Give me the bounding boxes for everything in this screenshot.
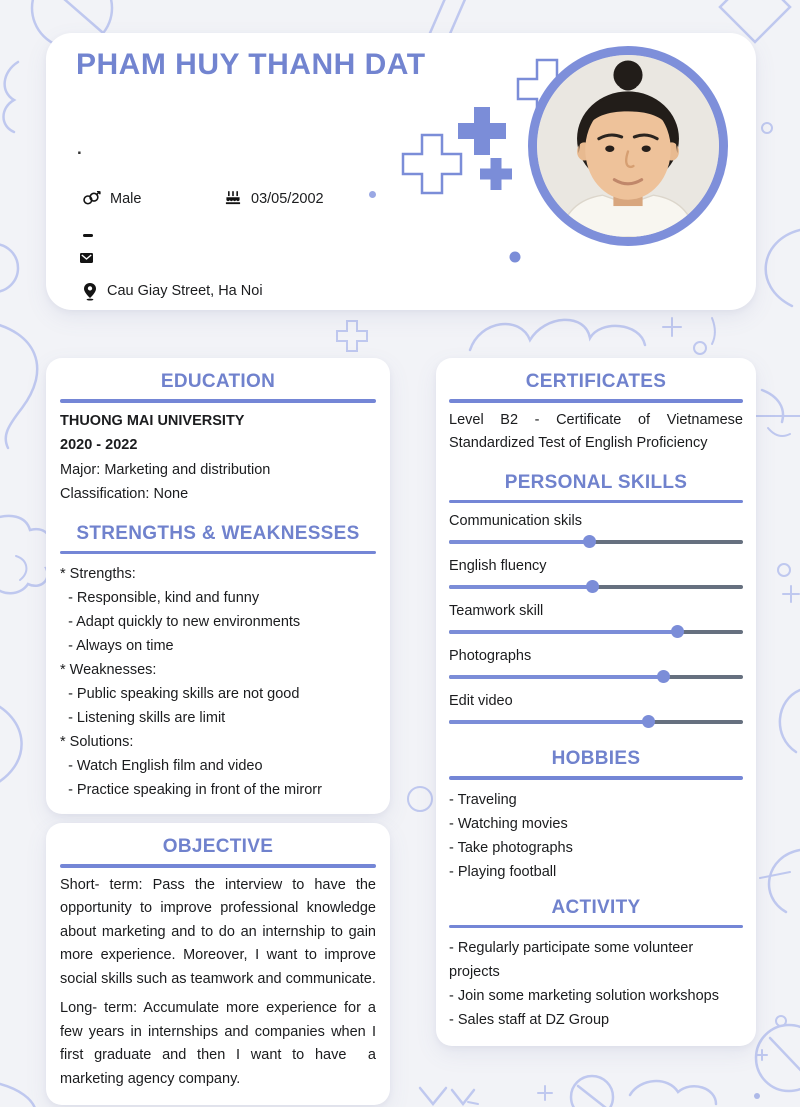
cross-filled-icon [458,107,512,190]
birthdate-value: 03/05/2002 [251,191,324,207]
skill-label: Teamwork skill [449,603,544,619]
objective-title: OBJECTIVE [162,836,274,857]
skill-row-photographs [449,648,743,683]
skill-row-communication [449,513,743,548]
education-card [46,358,390,814]
slider-fill [449,630,678,634]
objective-card [46,823,390,1105]
certificates-text: Level B2 - Certificate of Vietnamese Standardized Test of English Proficiency [449,411,748,451]
list-item: - Join some marketing solution workshops [449,988,719,1004]
slider-thumb [657,670,670,683]
list-item: - Listening skills are limit [60,710,226,726]
skill-label: Communication skils [449,513,582,529]
skill-row-english [449,558,743,593]
skill-slider [449,580,743,593]
objective-paragraph: Short- term: Pass the interview to have the opportunity to improve professional knowledge about marketing and to do an internship to gain more experience. Moreover, I want to improve social skills such as teamwork and communicate. [60,876,381,987]
section-divider [60,399,376,403]
gender-icon [82,191,101,208]
list-item: - Take photographs [449,839,573,856]
slider-fill [449,720,649,724]
person-name: PHAM HUY THANH DAT [76,48,426,81]
accent-dot-small [369,191,376,198]
certificates-title: CERTIFICATES [525,371,667,392]
education-title: EDUCATION [160,371,276,392]
slider-fill [449,675,664,679]
slider-thumb [671,625,684,638]
gender-value: Male [110,191,142,207]
list-item: - Watch English film and video [60,758,263,774]
hobbies-title: HOBBIES [551,748,641,769]
skill-label: Photographs [449,648,532,664]
list-item: - Regularly participate some volunteer projects [449,940,698,980]
list-item: * Solutions: [60,734,134,750]
skill-row-teamwork [449,603,743,638]
skill-row-edit-video [449,693,743,728]
skill-slider [449,715,743,728]
objective-paragraph: Long- term: Accumulate more experience for a few years in internships and companies when I first graduate and then I want to have a marketing agency company. [60,1000,381,1087]
skill-slider [449,625,743,638]
section-divider [449,500,743,504]
phone-icon [83,234,93,237]
skill-slider [449,670,743,683]
section-divider [449,399,743,403]
portrait-illustration [537,55,719,237]
list-item: - Sales staff at DZ Group [449,1012,610,1028]
list-item: - Public speaking skills are not good [60,686,300,702]
list-item: - Watching movies [449,815,568,832]
skill-slider [449,535,743,548]
list-item: * Weaknesses: [60,662,157,678]
list-item: - Playing football [449,863,557,880]
list-item: - Adapt quickly to new environments [60,614,301,630]
accent-dot [510,252,521,263]
section-divider [449,925,743,929]
education-school: THUONG MAI UNIVERSITY [60,412,245,429]
personal-skills-title: PERSONAL SKILLS [504,471,688,493]
name-dot: . [77,139,82,158]
list-item: - Traveling [449,791,517,808]
slider-thumb [583,535,596,548]
education-major: Major: Marketing and distribution [60,461,271,478]
list-item: - Practice speaking in front of the mirorr [60,782,322,798]
birthdate-row [224,189,324,209]
strengths-title: STRENGTHS & WEAKNESSES [76,522,360,544]
email-icon [80,250,93,260]
list-item: - Always on time [60,638,174,654]
education-classification: Classification: None [60,486,189,502]
right-column-card [436,358,756,1046]
slider-thumb [586,580,599,593]
skill-label: Edit video [449,693,513,709]
section-divider [60,864,376,868]
skill-label: English fluency [449,558,547,574]
slider-fill [449,540,590,544]
activity-title: ACTIVITY [551,896,641,918]
list-item: - Responsible, kind and funny [60,590,260,606]
list-item: * Strengths: [60,566,136,582]
profile-photo [528,46,728,246]
slider-fill [449,585,593,589]
section-divider [60,551,376,555]
address-value: Cau Giay Street, Ha Noi [107,283,263,299]
slider-thumb [642,715,655,728]
education-years: 2020 - 2022 [60,437,138,453]
birthday-cake-icon [224,191,242,207]
section-divider [449,776,743,780]
address-row [82,281,263,301]
location-pin-icon [82,282,98,301]
gender-row [82,189,141,209]
